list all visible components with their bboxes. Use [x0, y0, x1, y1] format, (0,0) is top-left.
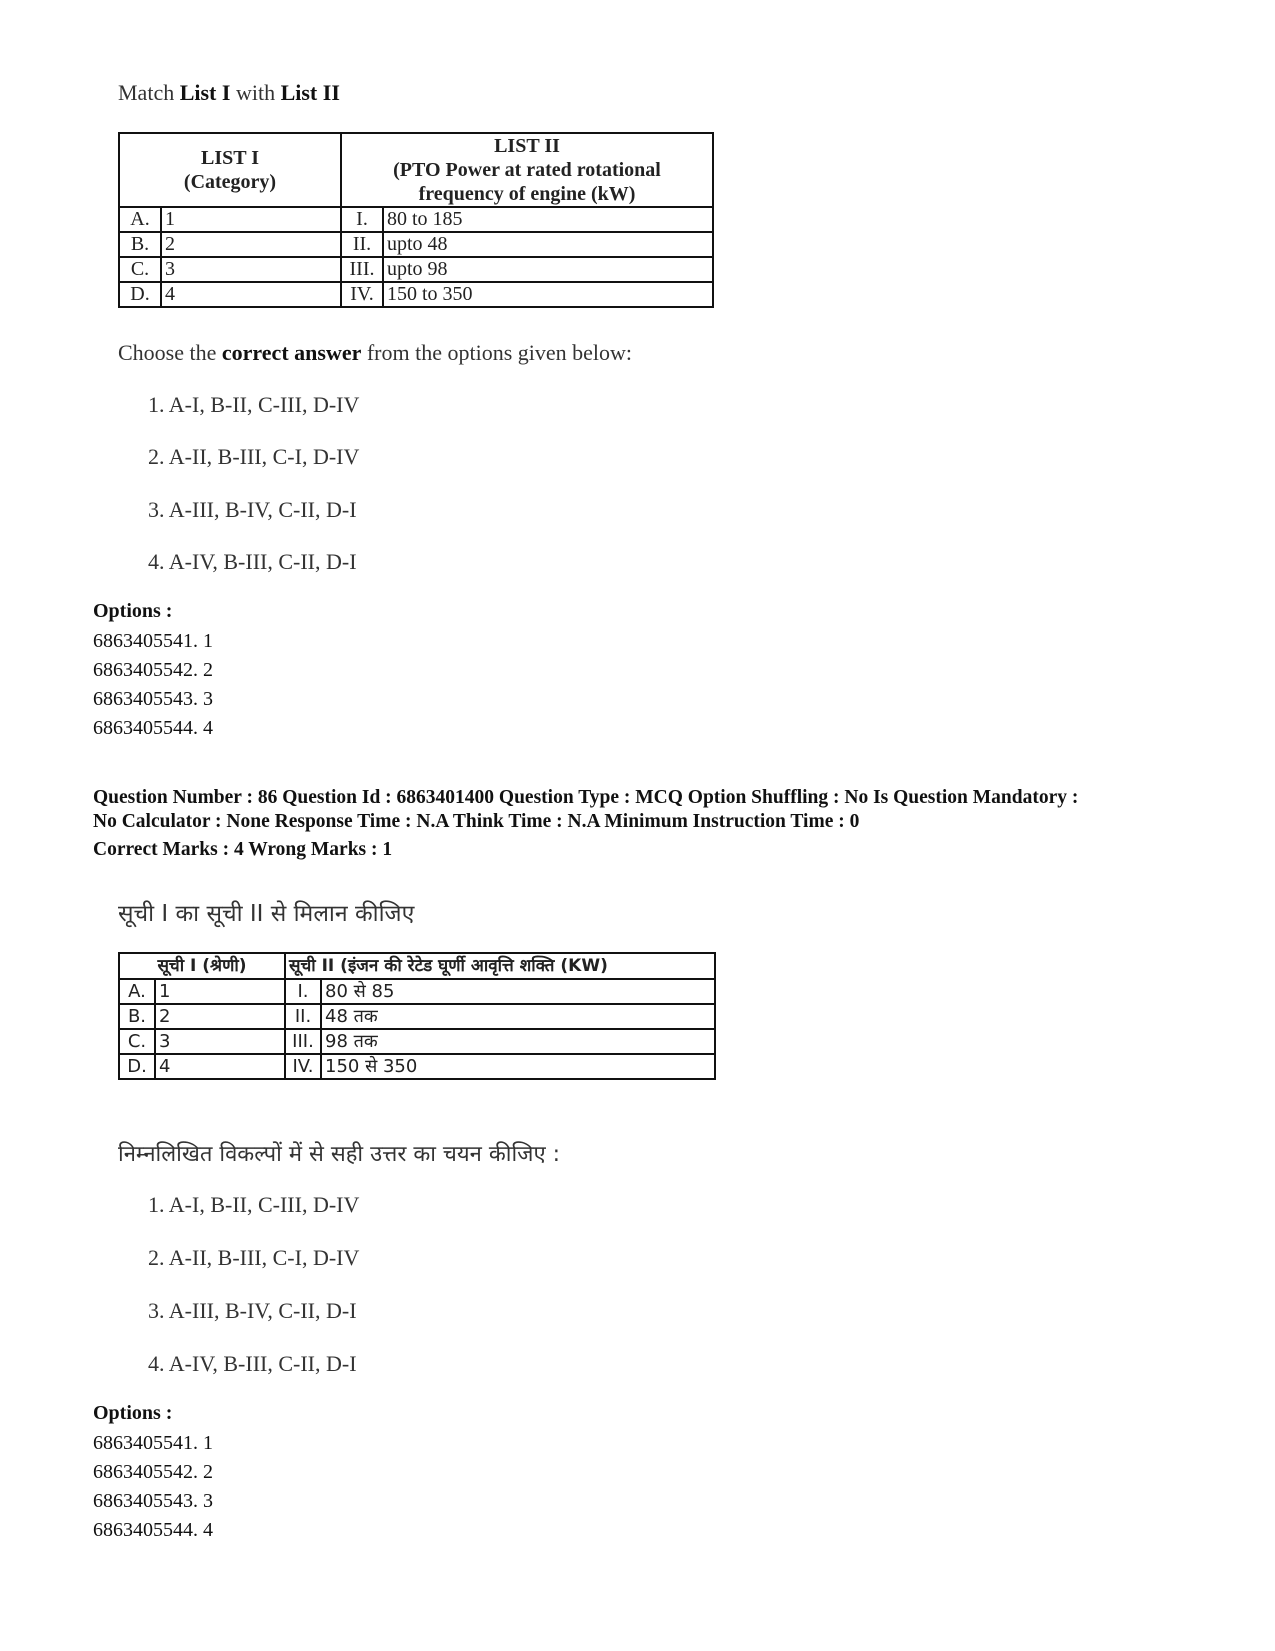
table-row [119, 207, 713, 232]
row-value: 48 तक [321, 1004, 715, 1029]
q85-instruction: Match List I with List II [118, 80, 340, 105]
row-category: 1 [161, 207, 341, 232]
row-letter: B. [119, 232, 161, 257]
option-2: 6863405542. 2 [93, 659, 213, 681]
row-letter: B. [119, 1004, 155, 1029]
row-category: 4 [161, 282, 341, 307]
list1-header: सूची I (श्रेणी) [119, 953, 285, 979]
row-roman: I. [341, 207, 383, 232]
option-2: 6863405542. 2 [93, 1461, 213, 1483]
row-value: 150 से 350 [321, 1054, 715, 1079]
option-1: 6863405541. 1 [93, 630, 213, 652]
marks-line: Correct Marks : 4 Wrong Marks : 1 [93, 839, 393, 860]
table-row [119, 232, 713, 257]
row-roman: IV. [285, 1054, 321, 1079]
q86-choice-2: 2. A-II, B-III, C-I, D-IV [148, 1245, 360, 1270]
row-roman: III. [341, 257, 383, 282]
q85-choice-2: 2. A-II, B-III, C-I, D-IV [148, 444, 360, 469]
q86-choice-4: 4. A-IV, B-III, C-II, D-I [148, 1351, 357, 1376]
option-1: 6863405541. 1 [93, 1432, 213, 1454]
options-label: Options : [93, 1402, 173, 1424]
table-row [119, 979, 715, 1004]
row-roman: II. [285, 1004, 321, 1029]
q86-instruction: सूची I का सूची II से मिलान कीजिए [118, 901, 415, 927]
option-4: 6863405544. 4 [93, 717, 213, 739]
row-category: 2 [161, 232, 341, 257]
row-value: upto 48 [383, 232, 713, 257]
table-header-row [119, 953, 715, 979]
option-3: 6863405543. 3 [93, 688, 213, 710]
row-roman: IV. [341, 282, 383, 307]
q85-match-table [118, 132, 714, 308]
row-letter: D. [119, 282, 161, 307]
table-row [119, 1004, 715, 1029]
question-meta-line2: No Calculator : None Response Time : N.A Think Time : N.A Minimum Instruction Time : 0 [93, 811, 860, 832]
row-letter: A. [119, 207, 161, 232]
q85-options-block [93, 600, 213, 743]
list2-header: LIST II (PTO Power at rated rotational frequency of engine (kW) [341, 133, 713, 207]
q85-choice-4: 4. A-IV, B-III, C-II, D-I [148, 549, 357, 574]
row-value: 80 to 185 [383, 207, 713, 232]
q85-choose-text: Choose the correct answer from the options given below: [118, 340, 633, 365]
table-header-row [119, 133, 713, 207]
table-row [119, 1054, 715, 1079]
q86-choose-text: निम्नलिखित विकल्पों में से सही उत्तर का चयन कीजिए : [118, 1142, 561, 1167]
q86-choice-3: 3. A-III, B-IV, C-II, D-I [148, 1298, 357, 1323]
q85-choice-1: 1. A-I, B-II, C-III, D-IV [148, 392, 360, 417]
option-3: 6863405543. 3 [93, 1490, 213, 1512]
q86-options-block [93, 1402, 213, 1545]
option-4: 6863405544. 4 [93, 1519, 213, 1541]
options-label: Options : [93, 600, 173, 622]
question-meta-line1: Question Number : 86 Question Id : 6863401400 Question Type : MCQ Option Shuffling : No Is Question Mandatory : [93, 787, 1079, 808]
row-value: 80 से 85 [321, 979, 715, 1004]
q85-choice-3: 3. A-III, B-IV, C-II, D-I [148, 497, 357, 522]
row-value: 150 to 350 [383, 282, 713, 307]
row-letter: C. [119, 257, 161, 282]
q86-match-table [118, 952, 716, 1080]
row-letter: D. [119, 1054, 155, 1079]
row-category: 1 [155, 979, 285, 1004]
table-row [119, 257, 713, 282]
list1-header: LIST I (Category) [119, 133, 341, 207]
row-category: 2 [155, 1004, 285, 1029]
row-letter: C. [119, 1029, 155, 1054]
row-category: 3 [161, 257, 341, 282]
row-letter: A. [119, 979, 155, 1004]
q86-choice-1: 1. A-I, B-II, C-III, D-IV [148, 1192, 360, 1217]
row-value: 98 तक [321, 1029, 715, 1054]
table-row [119, 282, 713, 307]
row-category: 3 [155, 1029, 285, 1054]
row-roman: I. [285, 979, 321, 1004]
q86-meta [93, 786, 1078, 862]
row-roman: II. [341, 232, 383, 257]
row-roman: III. [285, 1029, 321, 1054]
row-value: upto 98 [383, 257, 713, 282]
list2-header: सूची II (इंजन की रेटेड घूर्णी आवृत्ति शक्ति (KW) [285, 953, 715, 979]
row-category: 4 [155, 1054, 285, 1079]
table-row [119, 1029, 715, 1054]
